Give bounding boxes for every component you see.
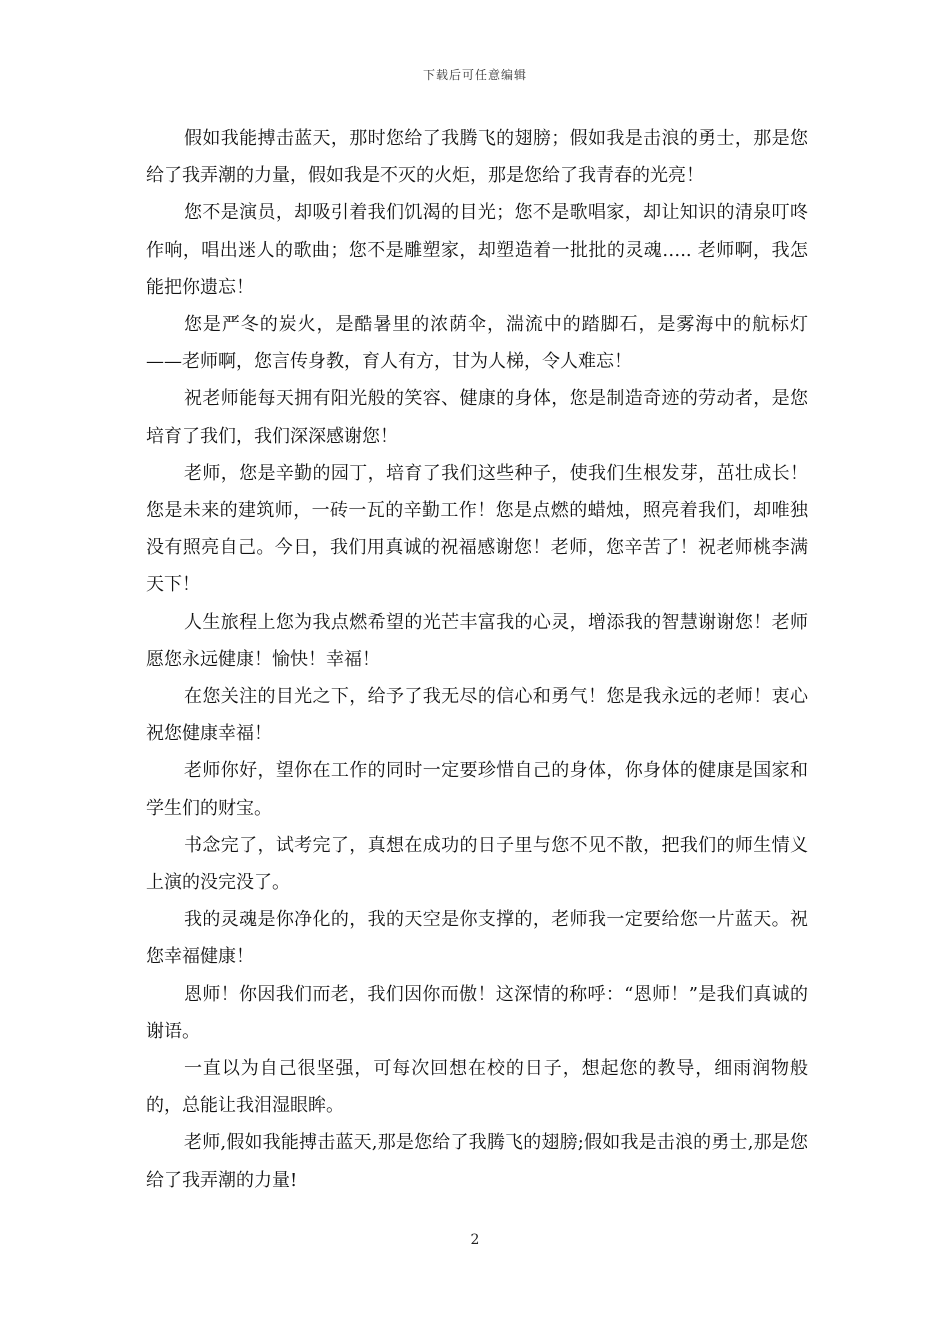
paragraph-13: 老师,假如我能搏击蓝天,那是您给了我腾飞的翅膀;假如我是击浪的勇士,那是您给了我弄潮的力量! bbox=[146, 1132, 808, 1191]
page-header: 下载后可任意编辑 bbox=[422, 68, 527, 82]
paragraph-11: 恩师！你因我们而老，我们因你而傲！这深情的称呼：“恩师！”是我们真诚的谢语。 bbox=[146, 983, 808, 1042]
paragraph-4: 祝老师能每天拥有阳光般的笑容、健康的身体，您是制造奇迹的劳动者，是您培育了我们，我们深深感谢您！ bbox=[146, 388, 808, 447]
paragraph-5: 老师，您是辛勤的园丁，培育了我们这些种子，使我们生根发芽，茁壮成长！您是未来的建筑师，一砖一瓦的辛勤工作！您是点燃的蜡烛，照亮着我们，却唯独没有照亮自己。今日，我们用真诚的祝福感谢您！老师，您辛苦了！祝老师桃李满天下！ bbox=[146, 462, 808, 596]
document-body bbox=[146, 120, 808, 1199]
paragraph-6: 人生旅程上您为我点燃希望的光芒丰富我的心灵，增添我的智慧谢谢您！老师愿您永远健康！愉快！幸福！ bbox=[146, 611, 808, 670]
paragraph-8: 老师你好，望你在工作的同时一定要珍惜自己的身体，你身体的健康是国家和学生们的财宝。 bbox=[146, 760, 808, 819]
paragraph-10: 我的灵魂是你净化的，我的天空是你支撑的，老师我一定要给您一片蓝天。祝您幸福健康！ bbox=[146, 909, 808, 968]
page-number: 2 bbox=[470, 1232, 480, 1248]
paragraph-3: 您是严冬的炭火，是酷暑里的浓荫伞，湍流中的踏脚石，是雾海中的航标灯——老师啊，您言传身教，育人有方，甘为人梯，令人难忘！ bbox=[146, 314, 808, 373]
paragraph-2: 您不是演员，却吸引着我们饥渴的目光；您不是歌唱家，却让知识的清泉叮咚作响，唱出迷人的歌曲；您不是雕塑家，却塑造着一批批的灵魂….. 老师啊，我怎能把你遗忘！ bbox=[146, 202, 808, 298]
paragraph-7: 在您关注的目光之下，给予了我无尽的信心和勇气！您是我永远的老师！衷心祝您健康幸福！ bbox=[146, 686, 808, 745]
paragraph-9: 书念完了，试考完了，真想在成功的日子里与您不见不散，把我们的师生情义上演的没完没了。 bbox=[146, 834, 808, 894]
paragraph-12: 一直以为自己很坚强，可每次回想在校的日子，想起您的教导，细雨润物般的，总能让我泪湿眼眸。 bbox=[146, 1058, 808, 1117]
paragraph-1: 假如我能搏击蓝天，那时您给了我腾飞的翅膀；假如我是击浪的勇士，那是您给了我弄潮的力量，假如我是不灭的火炬，那是您给了我青春的光亮！ bbox=[146, 128, 808, 187]
